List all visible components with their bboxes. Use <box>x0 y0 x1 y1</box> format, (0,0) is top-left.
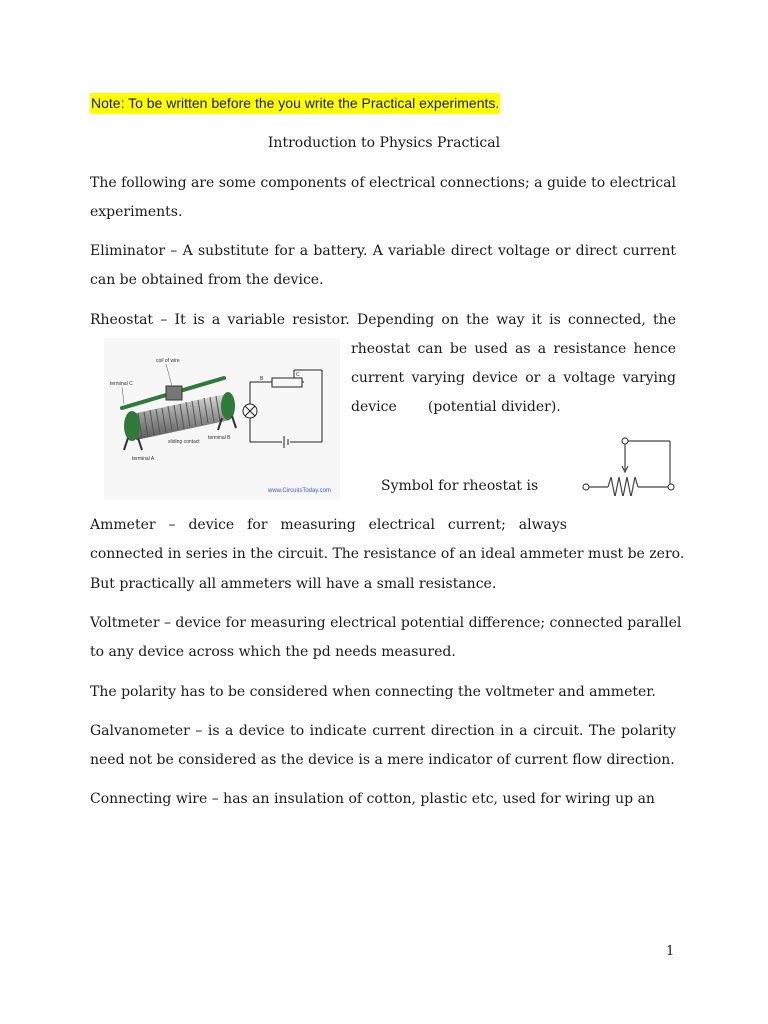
label-b: B <box>260 376 264 382</box>
page-number: 1 <box>666 944 675 959</box>
label-coil: coil of wire <box>156 358 180 364</box>
galvanometer-line-1: Galvanometer – is a device to indicate current direction in a circuit. The polarity <box>90 723 676 739</box>
rheostat-line-1: Rheostat – It is a variable resistor. Depending on the way it is connected, the <box>90 312 676 328</box>
label-terminal-b: terminal B <box>208 435 231 441</box>
intro-line-2: experiments. <box>90 204 183 220</box>
rheostat-symbol-text: Symbol for rheostat is <box>381 478 539 494</box>
note-highlight: Note: To be written before the you write the Practical experiments. <box>90 93 500 114</box>
label-terminal-a: terminal A <box>132 456 155 462</box>
figure-source-url: www.CircuitsToday.com <box>268 488 331 494</box>
polarity-line: The polarity has to be considered when connecting the voltmeter and ammeter. <box>90 684 656 700</box>
rheostat-figure <box>104 338 340 500</box>
eliminator-line-1: Eliminator – A substitute for a battery. A variable direct voltage or direct current <box>90 243 676 259</box>
ammeter-line-2: connected in series in the circuit. The resistance of an ideal ammeter must be zero. <box>90 546 685 562</box>
ammeter-line-3: But practically all ammeters will have a small resistance. <box>90 576 497 592</box>
voltmeter-line-2: to any device across which the pd needs measured. <box>90 644 456 660</box>
label-c: C <box>296 372 300 378</box>
label-sliding-contact: sliding contact <box>168 439 200 445</box>
galvanometer-line-2: need not be considered as the device is a mere indicator of current flow direction. <box>90 752 675 768</box>
intro-line-1: The following are some components of electrical connections; a guide to electrical <box>90 175 676 191</box>
label-terminal-c: terminal C <box>110 381 133 387</box>
rheostat-line-2: rheostat can be used as a resistance hence <box>351 341 676 357</box>
connecting-wire-line: Connecting wire – has an insulation of cotton, plastic etc, used for wiring up an <box>90 791 655 807</box>
voltmeter-line-1: Voltmeter – device for measuring electrical potential difference; connected parallel <box>90 615 682 631</box>
ammeter-line-1: Ammeter – device for measuring electrical current; always <box>90 517 567 533</box>
rheostat-symbol <box>578 436 678 496</box>
rheostat-line-4: device (potential divider). <box>351 399 561 415</box>
rheostat-line-3: current varying device or a voltage varying <box>351 370 676 386</box>
page-title: Introduction to Physics Practical <box>267 135 501 151</box>
sliding-contact <box>166 386 182 400</box>
eliminator-line-2: can be obtained from the device. <box>90 272 324 288</box>
